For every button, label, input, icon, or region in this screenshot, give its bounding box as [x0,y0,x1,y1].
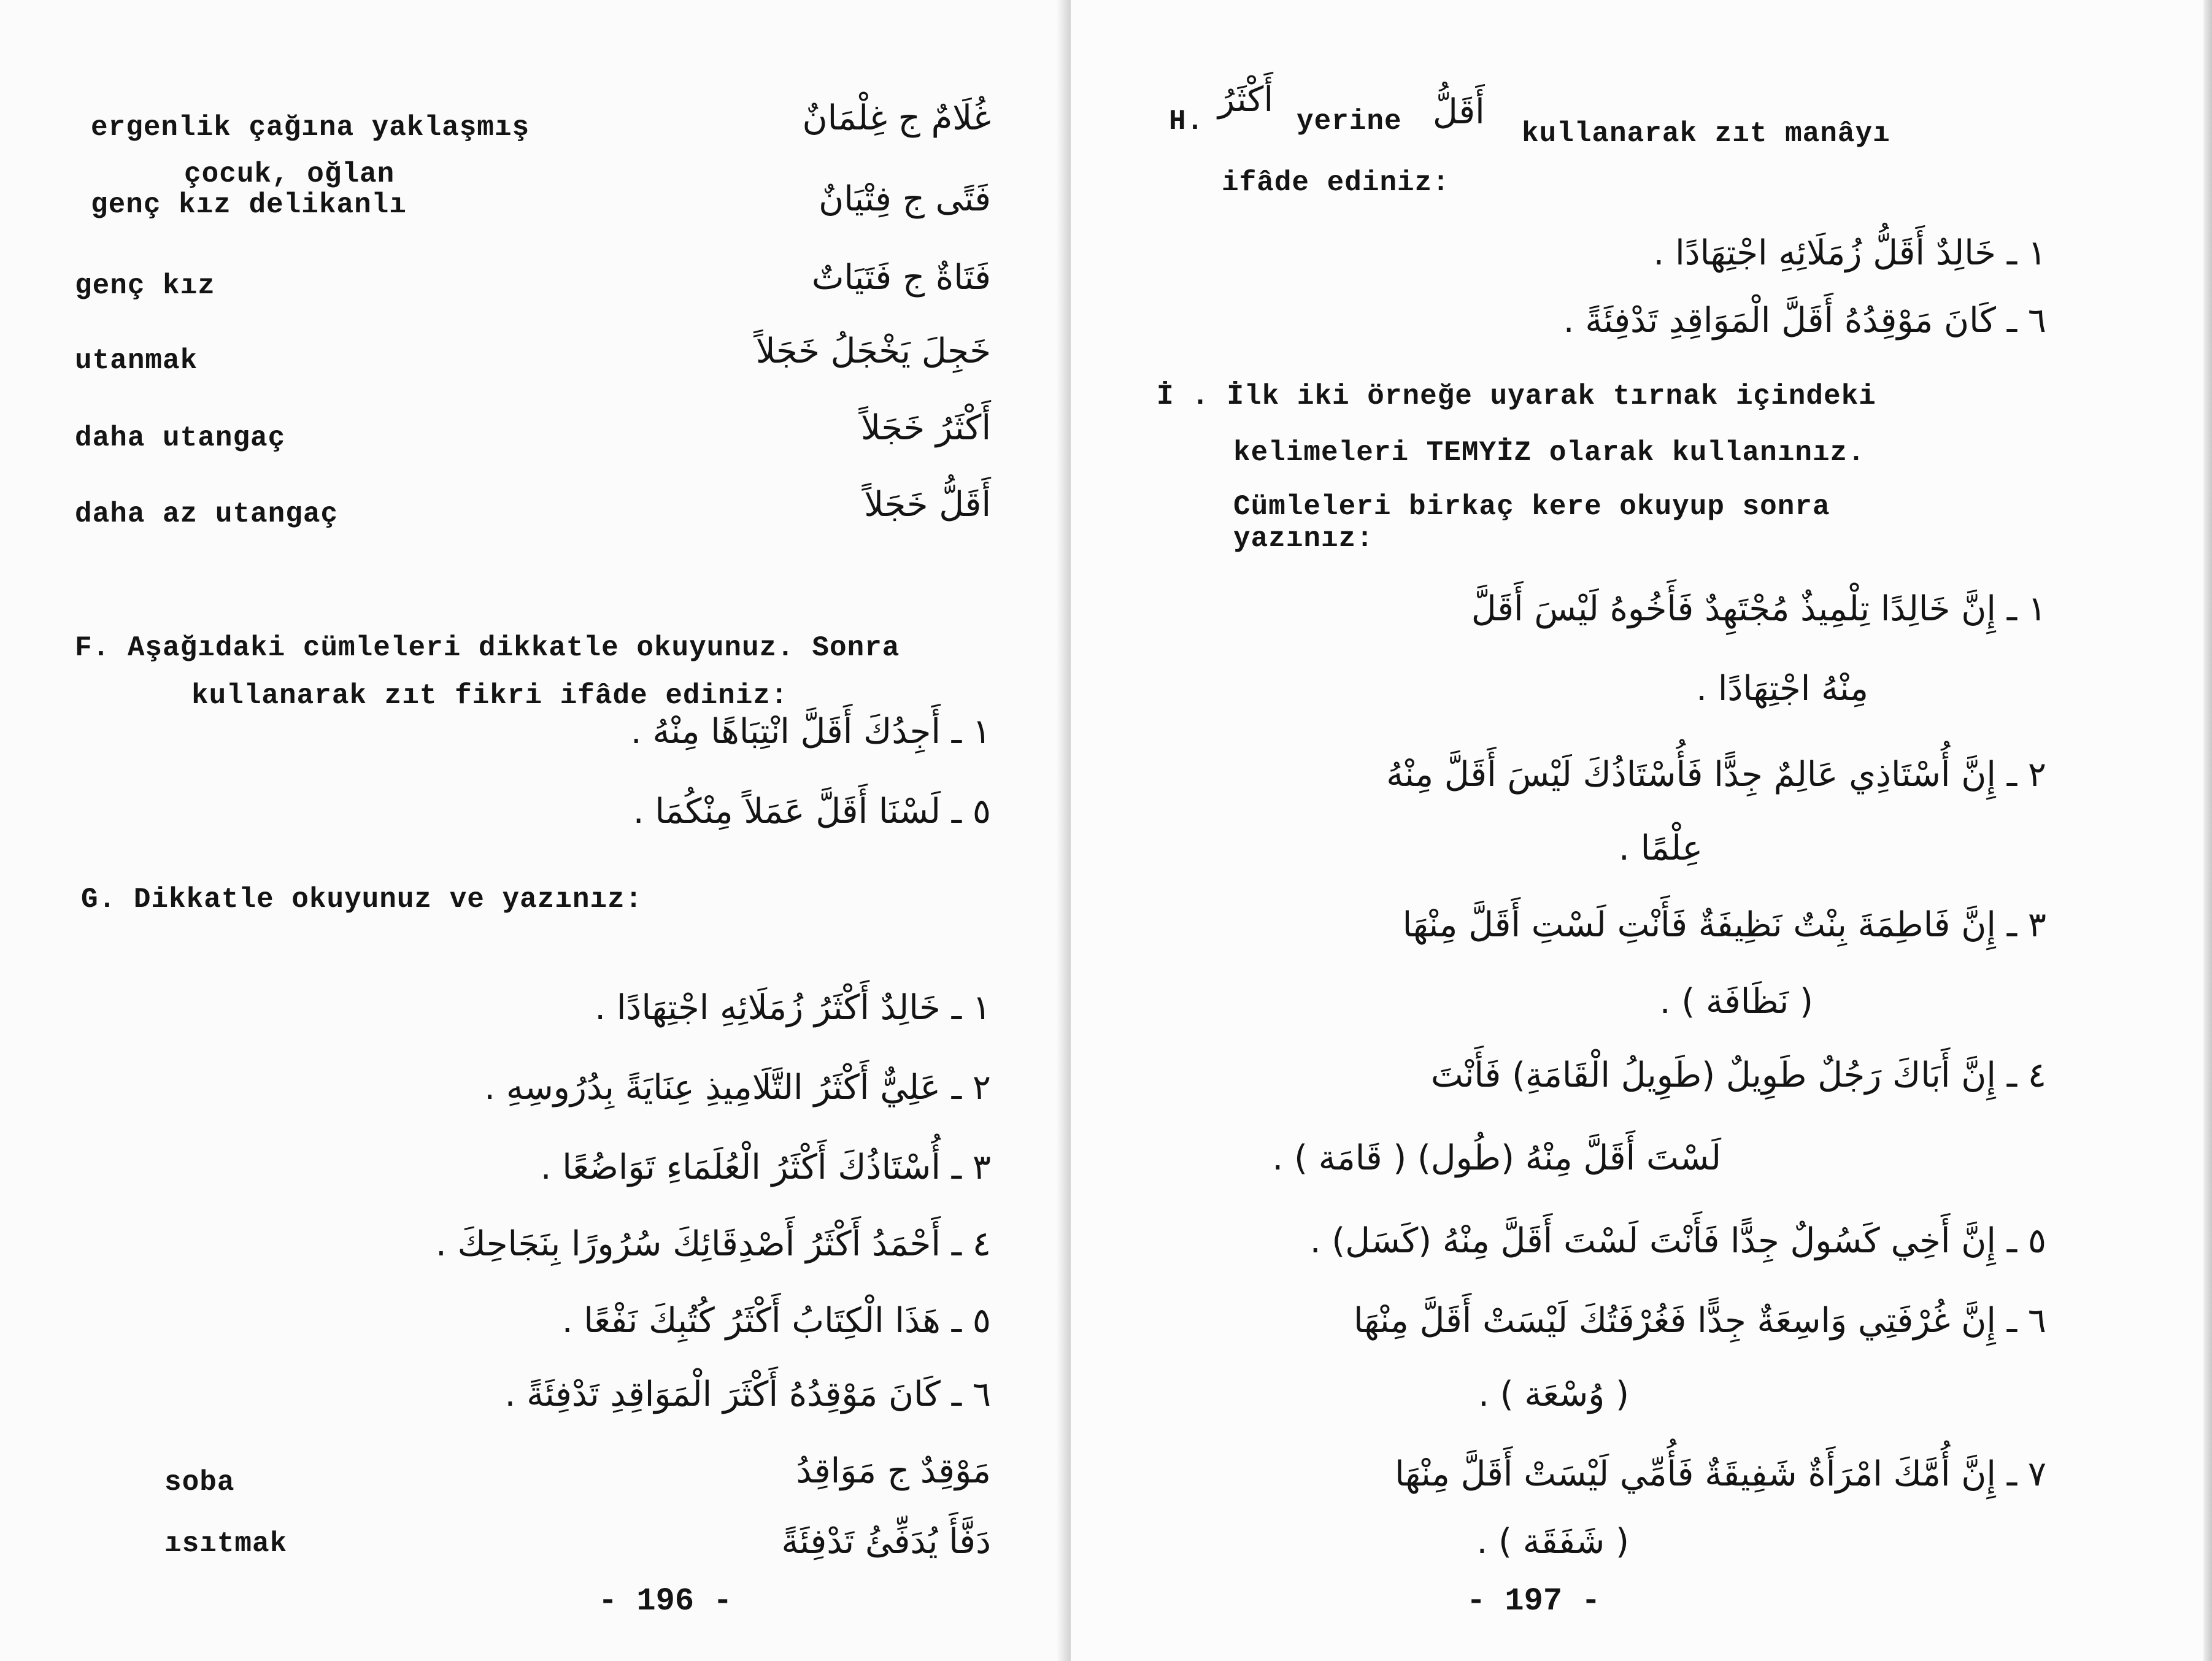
section-i-item-3-line2: ( نَظَافَة ) . [1659,982,1813,1022]
vocab-tr-1: ergenlik çağına yaklaşmış [91,112,530,144]
section-g-heading: G. Dikkatle okuyunuz ve yazınız: [81,884,643,915]
section-i-item-1-line1: ١ ـ إِنَّ خَالِدًا تِلْمِيذٌ مُجْتَهِدٌ فَأَخُوهُ لَيْسَ أَقَلَّ [1471,589,2046,629]
vocab-tr-7: daha az utangaç [75,498,339,530]
section-i-item-4-line1: ٤ ـ إِنَّ أَبَاكَ رَجُلٌ طَوِيلٌ (طَوِيلُ الْقَامَةِ) فَأَنْتَ [1430,1055,2046,1095]
section-i-item-7-line2: ( شَفَقَة ) . [1476,1522,1629,1562]
section-h-item-1: ١ ـ خَالِدٌ أَقَلُّ زُمَلَائِهِ اجْتِهَادًا . [1653,233,2046,273]
vocab-ar-3: فَتًى ج فِتْيَانٌ [819,179,991,219]
section-g-item-4: ٤ ـ أَحْمَدُ أَكْثَرُ أَصْدِقَائِكَ سُرُورًا بِنَجَاحِكَ . [436,1224,991,1264]
right-page [1071,0,2212,1661]
section-f-item-2: ٥ ـ لَسْنَا أَقَلَّ عَمَلاً مِنْكُمَا . [633,792,991,831]
vocab-tr-5: utanmak [75,345,198,377]
section-h-mid: yerine [1297,106,1402,137]
section-i-item-6-line2: ( وُسْعَة ) . [1478,1374,1629,1414]
vocab2-tr-2: ısıtmak [164,1528,288,1560]
section-h-ar1: أَكْثَرُ [1218,80,1274,120]
vocab-ar-1: غُلَامٌ ج غِلْمَانٌ [802,98,991,138]
section-f-heading-line2: kullanarak zıt fikri ifâde ediniz: [191,680,788,712]
vocab-ar-6: أَكْثَرُ خَجَلاً [861,408,991,448]
section-h-label: H. [1169,106,1204,137]
section-g-item-3: ٣ ـ أُسْتَاذُكَ أَكْثَرُ الْعُلَمَاءِ تَوَاضُعًا . [540,1147,991,1187]
vocab-tr-4: genç kız [75,270,215,302]
section-h-item-2: ٦ ـ كَانَ مَوْقِدُهُ أَقَلَّ الْمَوَاقِدِ تَدْفِئَةً . [1563,301,2046,341]
section-g-item-5: ٥ ـ هَذَا الْكِتَابُ أَكْثَرُ كُتُبِكَ نَفْعًا . [561,1301,991,1341]
page-number-right: - 197 - [1466,1583,1601,1619]
section-i-item-3-line1: ٣ ـ إِنَّ فَاطِمَةَ بِنْتٌ نَظِيفَةٌ فَأَنْتِ لَسْتِ أَقَلَّ مِنْهَا [1402,905,2046,945]
vocab2-ar-1: مَوْقِدٌ ج مَوَاقِدُ [796,1451,991,1491]
section-i-item-1-line2: مِنْهُ اجْتِهَادًا . [1696,669,1868,709]
section-i-heading-line4: yazınız: [1233,523,1374,555]
section-i-item-2-line1: ٢ ـ إِنَّ أُسْتَاذِي عَالِمٌ جِدًّا فَأُسْتَاذُكَ لَيْسَ أَقَلَّ مِنْهُ [1386,755,2046,795]
section-g-item-2: ٢ ـ عَلِيٌّ أَكْثَرُ التَّلَامِيذِ عِنَايَةً بِدُرُوسِهِ . [484,1068,991,1108]
section-i-item-7-line1: ٧ ـ إِنَّ أُمَّكَ امْرَأَةٌ شَفِيقَةٌ فَأُمِّي لَيْسَتْ أَقَلَّ مِنْهَا [1395,1454,2046,1494]
vocab-ar-5: خَجِلَ يَخْجَلُ خَجَلاً [755,331,991,371]
vocab2-tr-1: soba [164,1466,235,1498]
section-h-ar2: أَقَلُّ [1433,92,1485,132]
vocab-ar-4: فَتَاةٌ ج فَتَيَاتٌ [811,258,991,298]
left-page [0,0,1071,1661]
vocab-tr-3: genç kız delikanlı [91,189,407,221]
page-edge [2203,0,2212,1661]
vocab-ar-7: أَقَلُّ خَجَلاً [864,485,991,525]
vocab-tr-6: daha utangaç [75,422,286,454]
section-h-heading-line2: ifâde ediniz: [1222,167,1450,199]
section-g-item-6: ٦ ـ كَانَ مَوْقِدُهُ أَكْثَرَ الْمَوَاقِدِ تَدْفِئَةً . [504,1374,991,1414]
section-f-item-1: ١ ـ أَجِدُكَ أَقَلَّ انْتِبَاهًا مِنْهُ . [630,712,991,752]
section-i-heading-line2: kelimeleri TEMYİZ olarak kullanınız. [1233,437,1865,469]
section-f-heading: F. Aşağıdaki cümleleri dikkatle okuyunuz. Sonra [75,632,900,664]
section-h-post: kullanarak zıt manâyı [1522,118,1890,150]
vocab-tr-2: çocuk, oğlan [184,158,395,190]
vocab2-ar-2: دَفَّأَ يُدَفِّئُ تَدْفِئَةً [781,1522,991,1562]
section-g-item-1: ١ ـ خَالِدٌ أَكْثَرُ زُمَلَائِهِ اجْتِهَادًا . [595,988,991,1028]
section-i-item-6-line1: ٦ ـ إِنَّ غُرْفَتِي وَاسِعَةٌ جِدًّا فَغُرْفَتُكَ لَيْسَتْ أَقَلَّ مِنْهَا [1354,1301,2046,1341]
page-number-left: - 196 - [598,1583,733,1619]
section-i-item-4-line2: لَسْتَ أَقَلَّ مِنْهُ (طُول) ( قَامَة ) . [1272,1138,1721,1178]
section-i-heading-line3: Cümleleri birkaç kere okuyup sonra [1233,491,1830,523]
section-i-item-2-line2: عِلْمًا . [1619,828,1703,868]
section-i-heading-line1: İ . İlk iki örneğe uyarak tırnak içindeki [1157,380,1876,412]
section-i-item-5-line1: ٥ ـ إِنَّ أَخِي كَسُولٌ جِدًّا فَأَنْتَ لَسْتَ أَقَلَّ مِنْهُ (كَسَل) . [1309,1221,2046,1261]
